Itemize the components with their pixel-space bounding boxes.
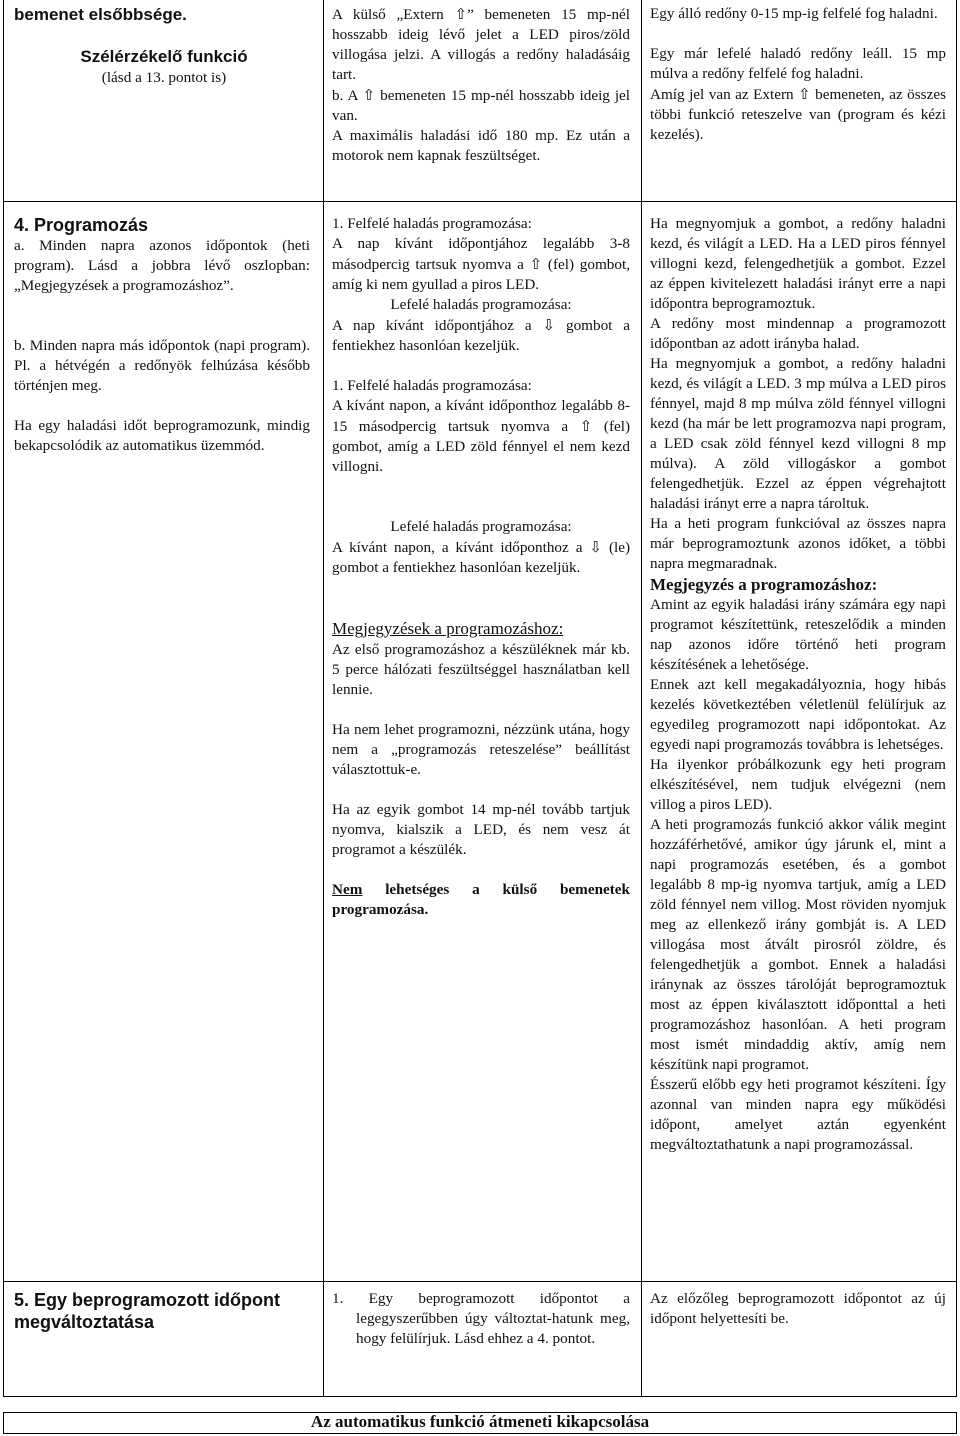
table-border-bottom — [3, 1396, 957, 1397]
note-lock: Ha nem lehet programozni, nézzünk utána, hogy nem a „programozás reteszelése” beállítást választottuk-e. — [332, 721, 630, 778]
section-heading-change-time: 5. Egy beprogramozott időpont megváltoztatása — [14, 1290, 280, 1332]
row2-left-cell — [14, 214, 310, 456]
down-arrow-icon: ⇩ — [589, 538, 602, 556]
up-arrow-icon: ⇧ — [529, 255, 543, 273]
right-note-1: Amint az egyik haladási irány számára egy napi programot készítettünk, reteszelődik a minden nap azonos időre történő heti program készítésének a lehetősége. — [650, 596, 946, 673]
row3-mid-cell — [332, 1289, 630, 1349]
right-note-3: Ha ilyenkor próbálkozunk egy heti program elkészítésével, nem tudjuk elvégezni (nem villog a piros LED). — [650, 756, 946, 813]
note-14s: Ha az egyik gombot 14 mp-nél tovább tartjuk nyomva, kialszik a LED, és nem vesz át programot a készülék. — [332, 801, 630, 858]
stopped-shutter-text: Egy álló redőny 0-15 mp-ig felfelé fog haladni. — [650, 5, 938, 22]
row1-left-continued: bemenet elsőbbsége. — [14, 5, 187, 24]
daily-program-text: b. Minden napra más időpontok (napi program). Pl. a hétvégén a redőnyök felhúzása később történjen meg. — [14, 337, 310, 394]
max-travel-paragraph: A maximális haladási idő 180 mp. Ez után a motorok nem kapnak feszültséget. — [332, 127, 630, 164]
row3-left-cell — [14, 1289, 314, 1333]
moving-shutter-text: Egy már lefelé haladó redőny leáll. 15 mp múlva a redőny felfelé fog haladni. — [650, 45, 946, 82]
up-arrow-icon: ⇧ — [798, 85, 811, 103]
daily-up-title: 1. Felfelé haladás programozása: — [332, 377, 532, 394]
table-border-left — [3, 0, 4, 1397]
note-warmup: Az első programozáshoz a készüléknek már kb. 5 perce hálózati feszültséggel használatban kell lennie. — [332, 641, 630, 698]
weekly-daily-run-text: A redőny most mindennap a programozott időpontban az adott irányba halad. — [650, 315, 946, 352]
daily-result-text: Ha megnyomjuk a gombot, a redőny haladni kezd, és világít a LED. 3 mp múlva a LED piros fénnyel, majd 8 mp múlva zöld fénnyel villogni kezd (ha már be lett programozva napi program, a LED csak zöld fénnyel kezd villogni 8 mp múlva). A zöld villogáskor a gombot felengedhetjük. Ezzel az éppen végrehajtott haladási irányt erre a napra tároltuk. — [650, 355, 946, 512]
row1-left-cell — [14, 4, 314, 88]
change-time-text: 1. Egy beprogramozott időpontot a legegyszerűbben úgy változtat-hatunk meg, hogy felülírjuk. Lásd ehhez a 4. pontot. — [332, 1290, 630, 1347]
daily-down-text: A kívánt napon, a kívánt időponthoz a ⇩ (le) gombot a fentiekhez hasonlóan kezeljük. — [332, 538, 631, 576]
replace-time-text: Az előzőleg beprogramozott időpontot az új időpont helyettesíti be. — [650, 1290, 946, 1327]
row3-right-cell — [650, 1289, 946, 1329]
notes-heading: Megjegyzések a programozáshoz: — [332, 619, 564, 638]
extern-input-paragraph: A külső „Extern ⇧” bemeneten 15 mp-nél hosszabb ideig lévő jelet a LED piros/zöld villogása jelzi. A villogás a redőny haladásáig tart. — [332, 5, 631, 83]
extern-lock-text: Amíg jel van az Extern ⇧ bemeneten, az összes többi funkció reteszelve van (program és kézi kezelés). — [650, 85, 946, 143]
up-arrow-icon: ⇧ — [362, 86, 376, 104]
section-heading-programming: 4. Programozás — [14, 215, 149, 235]
weekly-down-text: A nap kívánt időpontjához a ⇩ gombot a fentiekhez hasonlóan kezeljük. — [332, 316, 631, 354]
footer-heading: Az automatikus funkció átmeneti kikapcsolása — [310, 1412, 650, 1431]
weekly-down-title: Lefelé haladás programozása: — [390, 296, 572, 313]
daily-down-title: Lefelé haladás programozása: — [390, 518, 572, 535]
row1-mid-cell — [332, 4, 630, 166]
up-arrow-icon: ⇧ — [579, 417, 593, 435]
weekly-program-text: a. Minden napra azonos időpontok (heti program). Lásd a jobbra lévő oszlopban: „Megjegyzések a programozáshoz”. — [14, 237, 310, 294]
right-note-2: Ennek azt kell megakadályoznia, hogy hibás kezelés következtében véletlenül felülírjuk az egyedileg programozott napi időpontokat. Az egyedi napi programozás továbbra is lehetséges. — [650, 676, 946, 753]
column-divider-2 — [641, 0, 642, 1397]
right-note-4: A heti programozás funkció akkor válik megint hozzáférhetővé, amikor úgy járunk el, mint a napi programozás esetében, és a gombot legalább 8 mp-ig nyomva tartjuk, amíg a LED zöld fénnyel nem villog. Most röviden nyomjuk meg az ellenkező irány gombját is. A LED villogása most átvált pirosról zöldre, és felengedhetjük a gombot. Ennek a haladási iránynak az összes tárolóját beprogramoztuk most az éppen kiválasztott időponttal a heti programozáshoz hasonlóan. A heti program most ismét mindaddig aktív, amíg nem készítünk napi programot. — [650, 816, 946, 1073]
auto-mode-text: Ha egy haladási időt beprogramozunk, mindig bekapcsolódik az automatikus üzemmód. — [14, 417, 310, 454]
up-arrow-icon: ⇧ — [454, 5, 468, 23]
table-border-right — [956, 0, 957, 1397]
row-divider-1 — [3, 201, 957, 202]
wind-sensor-title: Szélérzékelő funkció — [80, 47, 248, 66]
right-note-5: Ésszerű előbb egy heti programot készíteni. Így azonnal van minden napra egy működési időpont, amelyet aztán egyenként megváltoztathatunk a napi programozással. — [650, 1076, 946, 1153]
wind-sensor-ref: (lásd a 13. pontot is) — [101, 69, 227, 86]
daily-up-text: A kívánt napon, a kívánt időponthoz legalább 8-15 másodpercig tartsuk nyomva a ⇧ (fel) gombot, amíg a LED zöld fénnyel el nem kezd villogni. — [332, 397, 631, 475]
row1-right-cell — [650, 4, 946, 145]
row-divider-2 — [3, 1281, 957, 1282]
row2-mid-cell — [332, 214, 630, 920]
weekly-up-title: 1. Felfelé haladás programozása: — [332, 215, 532, 232]
row2-right-cell — [650, 214, 946, 1155]
weekly-up-text: A nap kívánt időpontjához legalább 3-8 másodpercig tartsuk nyomva a ⇧ (fel) gombot, amíg ki nem gyullad a piros LED. — [332, 235, 631, 293]
right-notes-heading: Megjegyzés a programozáshoz: — [650, 575, 878, 594]
down-arrow-icon: ⇩ — [542, 316, 556, 334]
weekly-keep-text: Ha a heti program funkcióval az összes napra már beprogramoztunk azonos időket, a többi napra megmaradnak. — [650, 515, 946, 572]
extern-b-paragraph: b. A ⇧ bemeneten 15 mp-nél hosszabb ideig jel van. — [332, 86, 631, 124]
note-external-inputs: Nem lehetséges a külső bemenetek programozása. — [332, 881, 630, 918]
column-divider-1 — [323, 0, 324, 1397]
weekly-result-text: Ha megnyomjuk a gombot, a redőny haladni kezd, és világít a LED. Ha a LED piros fénnyel villogni kezd, felengedhetjük a gombot. Ezzel az éppen kivitelezett haladási irányt erre a napi időpontra beprogramoztuk. — [650, 215, 946, 312]
